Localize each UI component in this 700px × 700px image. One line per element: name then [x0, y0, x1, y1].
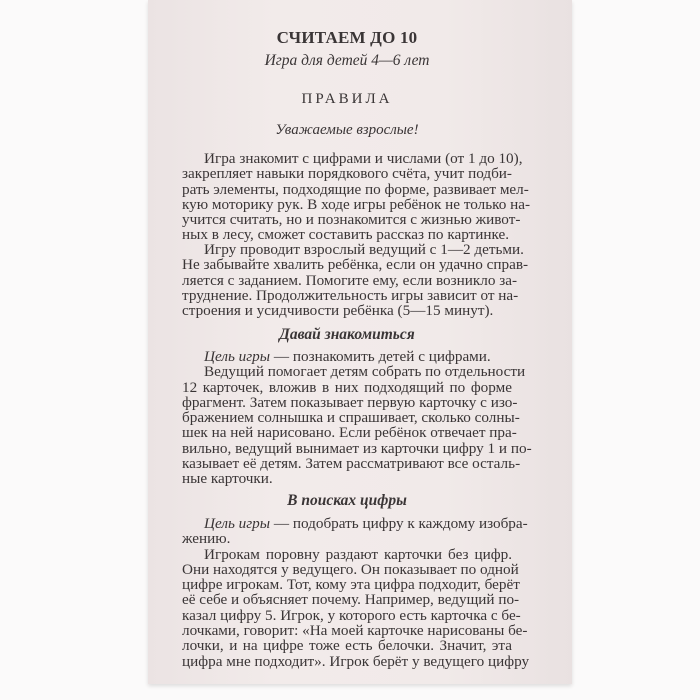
text-line: Не забывайте хвалить ребёнка, если он удачно справ- — [182, 256, 529, 274]
text-line: Ведущий помогает детям собрать по отдельности — [204, 363, 526, 381]
intro-paragraph-1 — [182, 150, 531, 244]
text-line: цифра мне подходит». Игрок берёт у ведущего цифру — [182, 652, 530, 670]
text-line: её себе и объясняет почему. Например, ведущий по- — [182, 591, 520, 609]
section-2-body — [182, 515, 530, 670]
text-line: казывает её детям. Затем рассматривают все осталь- — [182, 455, 521, 473]
text-line: труднение. Продолжительность игры зависит от на- — [182, 286, 519, 304]
text-line: строения и усидчивости ребёнка (5—15 минут). — [182, 302, 494, 320]
page-subtitle: Игра для детей 4—6 лет — [264, 52, 430, 69]
text-line: кую моторику рук. В ходе игры ребёнок не только на- — [182, 195, 531, 213]
intro-paragraph-2 — [182, 241, 529, 320]
text-line: ляется с заданием. Помогите ему, если возникло за- — [182, 271, 518, 289]
text-line: шек на ней нарисовано. Если ребёнок отвечает пра- — [182, 424, 517, 442]
text-line: закрепляет навыки порядкового счёта, учит подби- — [182, 165, 512, 183]
text-line: рать элементы, подходящие по форме, развивает мел- — [182, 180, 529, 198]
goal-text: — подобрать цифру к каждому изобра- — [270, 515, 528, 532]
page-title: СЧИТАЕМ ДО 10 — [276, 28, 418, 47]
text-line: цифре игрокам. Тот, кому эта цифра подходит, берёт — [182, 576, 520, 594]
text-line: учится считать, но и познакомится с жизнью живот- — [182, 211, 521, 229]
text-line: лочками, говорит: «На моей карточке нарисованы бе- — [182, 622, 528, 640]
section-heading-search-for-digit: В поисках цифры — [287, 492, 407, 509]
text-line: ных в лесу, сможет составить рассказ по картинке. — [182, 226, 510, 244]
section-heading-getting-acquainted: Давай знакомиться — [279, 326, 415, 343]
text-line: Они находятся у ведущего. Он показывает по одной — [182, 560, 519, 578]
goal-label: Цель игры — [204, 515, 271, 532]
goal-label: Цель игры — [204, 348, 271, 365]
rules-heading: ПРАВИЛА — [301, 91, 393, 107]
text-line: казал цифру 5. Игрок, у которого есть карточка с бе- — [182, 606, 521, 624]
text-line: Игру проводит взрослый ведущий с 1—2 детьми. — [204, 241, 524, 258]
text-line: бражением солнышка и спрашивает, сколько солны- — [182, 409, 520, 427]
goal-line — [182, 515, 528, 532]
text-line: Игрокам поровну раздают карточки без цифр. — [204, 545, 512, 563]
text-line: жению. — [182, 530, 231, 548]
text-line: ные карточки. — [182, 470, 273, 488]
text-line: 12 карточек, вложив в них подходящий по форме — [182, 378, 512, 396]
goal-line — [182, 349, 512, 364]
goal-text: — познакомить детей с цифрами. — [270, 348, 491, 365]
text-line: фрагмент. Затем показывает первую карточку с изо- — [182, 393, 518, 411]
greeting-heading: Уважаемые взрослые! — [275, 122, 419, 138]
text-line: лочки, и на цифре тоже есть белочки. Значит, эта — [182, 637, 512, 655]
section-1-body — [182, 348, 532, 488]
text-line: вильно, ведущий вынимает из карточки цифру 1 и по- — [182, 439, 532, 457]
text-line: Игра знакомит с цифрами и числами (от 1 до 10), — [204, 150, 523, 167]
